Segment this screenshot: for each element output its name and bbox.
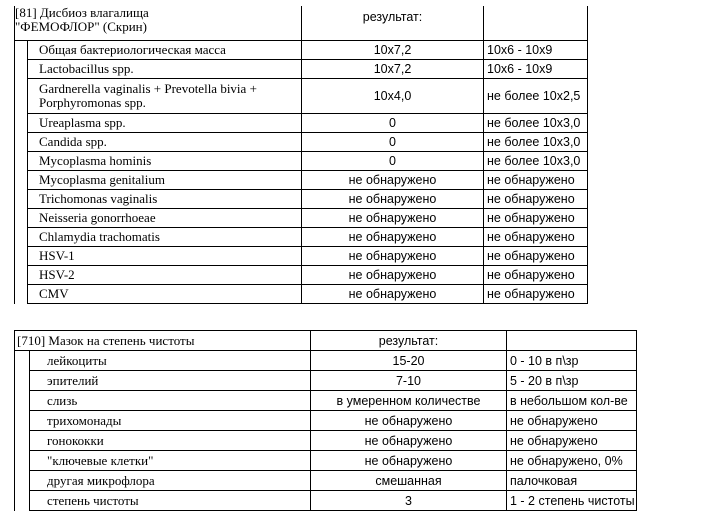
femoflor-row-indent (15, 228, 28, 247)
femoflor-row-result: 0 (302, 114, 484, 133)
smear-row (15, 431, 637, 451)
smear-row-result: смешанная (311, 471, 507, 491)
femoflor-row-indent (15, 266, 28, 285)
femoflor-row-name: Ureaplasma spp. (28, 114, 302, 133)
femoflor-row-name: HSV-1 (28, 247, 302, 266)
smear-row-indent (15, 471, 30, 491)
smear-row-reference: не обнаружено, 0% (507, 451, 637, 471)
femoflor-row-name: Candida spp. (28, 133, 302, 152)
femoflor-row-result: 0 (302, 152, 484, 171)
femoflor-row-name: Lactobacillus spp. (28, 60, 302, 79)
femoflor-section (14, 6, 588, 304)
femoflor-row (15, 228, 588, 247)
femoflor-row-name: Общая бактериологическая масса (28, 41, 302, 60)
smear-row-name: трихомонады (30, 411, 311, 431)
femoflor-title (15, 6, 302, 41)
smear-row-name: слизь (30, 391, 311, 411)
smear-table (14, 330, 637, 511)
femoflor-row-reference: не обнаружено (484, 209, 588, 228)
femoflor-row-reference: не более 10x2,5 (484, 79, 588, 114)
smear-row-indent (15, 371, 30, 391)
femoflor-row-indent (15, 285, 28, 304)
femoflor-row-name: Mycoplasma hominis (28, 152, 302, 171)
femoflor-row-name: Mycoplasma genitalium (28, 171, 302, 190)
smear-row-reference: в небольшом кол-ве (507, 391, 637, 411)
smear-row-indent (15, 431, 30, 451)
femoflor-rows (15, 41, 588, 304)
smear-row (15, 471, 637, 491)
femoflor-title-line1: [81] Дисбиоз влагалища (15, 6, 149, 20)
smear-row-indent (15, 491, 30, 511)
femoflor-row-reference: не более 10x3,0 (484, 114, 588, 133)
smear-row-result: 3 (311, 491, 507, 511)
femoflor-row (15, 190, 588, 209)
femoflor-row-result: 10x4,0 (302, 79, 484, 114)
smear-rows (15, 351, 637, 511)
femoflor-row (15, 133, 588, 152)
femoflor-row (15, 41, 588, 60)
smear-row-name: лейкоциты (30, 351, 311, 371)
femoflor-reference-header (484, 6, 588, 41)
smear-header-row (15, 331, 637, 351)
smear-row-indent (15, 411, 30, 431)
smear-row-result: не обнаружено (311, 431, 507, 451)
smear-reference-header (507, 331, 637, 351)
femoflor-row-reference: не обнаружено (484, 285, 588, 304)
femoflor-row-name: Trichomonas vaginalis (28, 190, 302, 209)
femoflor-row-result: не обнаружено (302, 209, 484, 228)
femoflor-row-result: не обнаружено (302, 247, 484, 266)
femoflor-row-result: не обнаружено (302, 228, 484, 247)
femoflor-row-result: 0 (302, 133, 484, 152)
femoflor-row-reference: не более 10x3,0 (484, 133, 588, 152)
femoflor-row-reference: не более 10x3,0 (484, 152, 588, 171)
smear-result-header: результат: (311, 331, 507, 351)
smear-row-reference: 0 - 10 в п\зр (507, 351, 637, 371)
femoflor-header-row (15, 6, 588, 41)
femoflor-row-reference: не обнаружено (484, 228, 588, 247)
smear-row-indent (15, 351, 30, 371)
femoflor-row-result: не обнаружено (302, 266, 484, 285)
smear-title: [710] Мазок на степень чистоты (15, 331, 311, 351)
smear-row-reference: не обнаружено (507, 411, 637, 431)
femoflor-row-result: 10x7,2 (302, 41, 484, 60)
femoflor-row-indent (15, 171, 28, 190)
femoflor-row-result: не обнаружено (302, 171, 484, 190)
smear-section (14, 330, 637, 511)
smear-row (15, 411, 637, 431)
femoflor-result-header: результат: (302, 6, 484, 41)
femoflor-row-indent (15, 114, 28, 133)
femoflor-row-indent (15, 60, 28, 79)
smear-row-name: гонококки (30, 431, 311, 451)
femoflor-row-result: 10x7,2 (302, 60, 484, 79)
smear-row-reference: не обнаружено (507, 431, 637, 451)
femoflor-row-reference: не обнаружено (484, 247, 588, 266)
femoflor-row-indent (15, 41, 28, 60)
femoflor-row (15, 266, 588, 285)
smear-row-result: не обнаружено (311, 451, 507, 471)
femoflor-row (15, 152, 588, 171)
femoflor-row-result: не обнаружено (302, 190, 484, 209)
smear-row-name: степень чистоты (30, 491, 311, 511)
femoflor-row-result: не обнаружено (302, 285, 484, 304)
smear-row-result: в умеренном количестве (311, 391, 507, 411)
femoflor-row (15, 285, 588, 304)
femoflor-row-indent (15, 152, 28, 171)
smear-row-reference: палочковая (507, 471, 637, 491)
smear-row-indent (15, 451, 30, 471)
smear-row (15, 371, 637, 391)
femoflor-row-reference: 10x6 - 10x9 (484, 41, 588, 60)
femoflor-row (15, 60, 588, 79)
smear-row-name: другая микрофлора (30, 471, 311, 491)
femoflor-row (15, 171, 588, 190)
femoflor-row-reference: 10x6 - 10x9 (484, 60, 588, 79)
femoflor-row-name: Gardnerella vaginalis + Prevotella bivia + Porphyromonas spp. (28, 79, 302, 114)
smear-row-result: 7-10 (311, 371, 507, 391)
femoflor-row-indent (15, 209, 28, 228)
femoflor-row-indent (15, 79, 28, 114)
femoflor-title-line2: "ФЕМОФЛОР" (Скрин) (15, 19, 147, 34)
smear-row-result: 15-20 (311, 351, 507, 371)
smear-row-reference: 1 - 2 степень чистоты (507, 491, 637, 511)
femoflor-row-indent (15, 133, 28, 152)
femoflor-row (15, 209, 588, 228)
femoflor-row-name: CMV (28, 285, 302, 304)
femoflor-row-indent (15, 247, 28, 266)
smear-row (15, 451, 637, 471)
femoflor-table (14, 6, 588, 304)
femoflor-row-name: Neisseria gonorrhoeae (28, 209, 302, 228)
femoflor-row-reference: не обнаружено (484, 171, 588, 190)
femoflor-row-name: HSV-2 (28, 266, 302, 285)
smear-row (15, 391, 637, 411)
smear-row-indent (15, 391, 30, 411)
femoflor-row-indent (15, 190, 28, 209)
smear-row-reference: 5 - 20 в п\зр (507, 371, 637, 391)
smear-row-name: "ключевые клетки" (30, 451, 311, 471)
smear-row-name: эпителий (30, 371, 311, 391)
femoflor-row-reference: не обнаружено (484, 190, 588, 209)
femoflor-row-reference: не обнаружено (484, 266, 588, 285)
femoflor-row (15, 79, 588, 114)
smear-row-result: не обнаружено (311, 411, 507, 431)
smear-row (15, 351, 637, 371)
femoflor-row-name: Chlamydia trachomatis (28, 228, 302, 247)
smear-row (15, 491, 637, 511)
femoflor-row (15, 114, 588, 133)
femoflor-row (15, 247, 588, 266)
